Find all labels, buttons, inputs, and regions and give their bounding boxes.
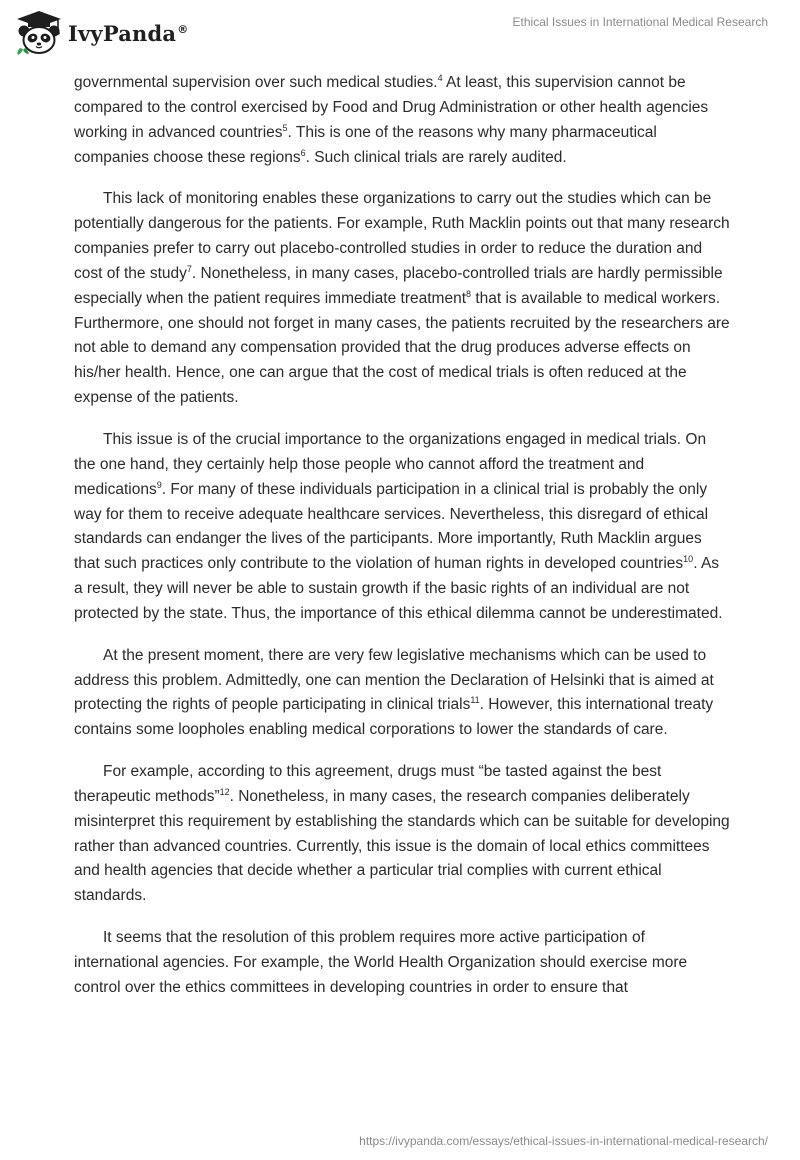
footnote-ref: 8 (466, 288, 472, 299)
source-url-link[interactable]: https://ivypanda.com/essays/ethical-issues-in-international-medical-research/ (359, 1134, 768, 1148)
paragraph-text: This issue is of the crucial importance to the organizations engaged in medical trials. On the one hand, they certainly help those people who cannot afford the treatment and medications (74, 430, 707, 498)
paragraph-4 (74, 644, 730, 743)
paragraph-text: that is available to medical workers. Furthermore, one should not forget in many cases, the patients recruited by the researchers are not able to demand any compensation provided that the drug produces adverse effects on his/her health. Hence, one can argue that the cost of medical trials is often reduced at the expense of the patients. (74, 289, 730, 407)
paragraph-text: This lack of monitoring enables these organizations to carry out the studies which can be potentially dangerous for the patients. For example, Ruth Macklin points out that many research companies prefer to carry out placebo-controlled studies in order to reduce the duration and cost of the study (74, 190, 730, 282)
footnote-ref: 4 (437, 73, 443, 83)
paragraph-text: . Nonetheless, in many cases, placebo-controlled trials are hardly permissible especially when the patient requires immediate treatment (74, 264, 723, 307)
paragraph-1 (74, 71, 730, 170)
paragraph-text: At least, this supervision cannot be compared to the control exercised by Food and Drug Administration or other health agencies working in advanced countries (74, 74, 709, 141)
registered-mark: ® (177, 22, 189, 36)
paragraph-text: . Nonetheless, in many cases, the research companies deliberately misinterpret this requirement by establishing the standards which can be suitable for developing rather than advanced countries. Currently, this issue is the domain of local ethics committees and health agencies that decide whether a particular trial complies with current ethical standards. (74, 787, 730, 905)
paragraph-text: At the present moment, there are very few legislative mechanisms which can be used to address this problem. Admittedly, one can mention the Declaration of Helsinki that is aimed at protecting the rights of people participating in clinical trials (74, 646, 714, 714)
footnote-ref: 10 (683, 554, 694, 565)
paragraph-text: . For many of these individuals participation in a clinical trial is probably the only way for them to receive adequate healthcare services. Nevertheless, this disregard of ethical standards can endanger the lives of the participants. More importantly, Ruth Macklin argues that such practices only contribute to the violation of human rights in developed countries (74, 480, 709, 573)
footnote-ref: 9 (156, 479, 162, 490)
paragraph-text: For example, according to this agreement, drugs must “be tasted against the best therapeutic methods” (74, 763, 662, 805)
page-header (0, 0, 800, 64)
ivypanda-logo[interactable] (14, 8, 188, 56)
paragraph-2 (74, 187, 730, 411)
paragraph-text: . As a result, they will never be able to sustain growth if the basic rights of an individual are not protected by the state. Thus, the importance of this ethical dilemma cannot be underestimated. (74, 555, 723, 622)
paragraph-5 (74, 760, 730, 909)
document-title: Ethical Issues in International Medical Research (512, 15, 768, 29)
footnote-ref: 12 (219, 786, 230, 797)
paragraph-6 (74, 926, 730, 1001)
paragraph-text: . However, this international treaty contains some loopholes enabling medical corporations to lower the standards of care. (74, 696, 714, 739)
paragraph-text: . This is one of the reasons why many pharmaceutical companies choose these regions (74, 123, 657, 166)
panda-mascot-icon (14, 8, 64, 56)
paragraph-text: . Such clinical trials are rarely audited. (305, 148, 567, 166)
footnote-ref: 11 (470, 695, 480, 706)
paragraph-text: It seems that the resolution of this problem requires more active participation of international agencies. For example, the World Health Organization should exercise more control over the ethics committees in developing countries in order to ensure that (74, 929, 688, 996)
paragraph-text: governmental supervision over such medical studies. (74, 74, 438, 91)
footnote-ref: 5 (282, 122, 288, 133)
footnote-ref: 7 (186, 263, 192, 274)
essay-body (74, 71, 730, 1018)
paragraph-3 (74, 428, 730, 627)
footnote-ref: 6 (300, 147, 306, 158)
brand-name: IvyPanda® (68, 20, 189, 46)
